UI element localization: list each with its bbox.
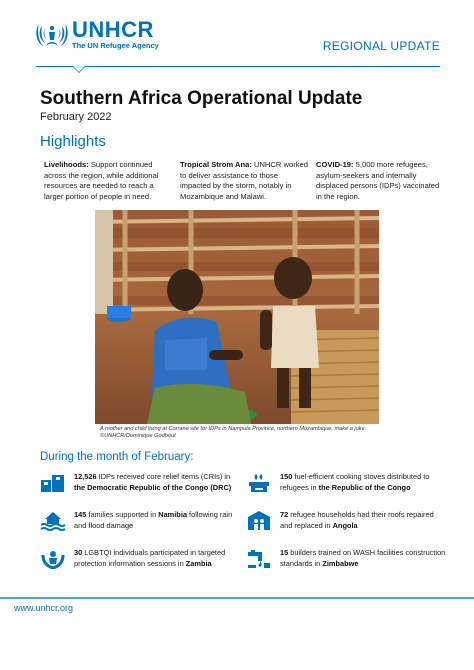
photo-caption: A mother and child living at Corrane site for IDPs in Nampula Province, northern Mozambique, make a joke. ©UNHCR/Dominique Godbout	[100, 426, 367, 439]
photo-illustration	[95, 210, 379, 424]
header-divider	[36, 66, 440, 67]
logo-tagline: The UN Refugee Agency	[72, 41, 159, 50]
facts-row	[40, 510, 444, 548]
fact-location: Namibia	[158, 510, 187, 519]
fact-location: Angola	[332, 520, 358, 530]
highlights-columns	[44, 160, 444, 202]
wash-icon	[246, 549, 272, 569]
fact-text: LGBTQI individuals participated in targeted protection information sessions in	[74, 548, 226, 568]
highlight-lead: Tropical Strom Ana:	[180, 160, 252, 169]
february-facts	[40, 472, 444, 586]
shelter-icon	[246, 511, 272, 531]
report-date: February 2022	[40, 111, 112, 123]
facts-row	[40, 548, 444, 586]
facts-row	[40, 472, 444, 510]
highlight-text: Support continued across the region, while additional resources are needed to reach a larger portion of people in need.	[44, 160, 159, 201]
fact-location: the Republic of the Congo	[318, 482, 411, 492]
highlight-livelihoods	[44, 160, 172, 202]
highlight-text: UNHCR worked to deliver assistance to those impacted by the storm, notably in Mozambique and Malawi.	[180, 160, 308, 201]
highlight-storm	[180, 160, 308, 202]
fact-figure: 15	[280, 548, 289, 557]
fact-item	[40, 510, 240, 531]
fact-figure: 145	[74, 510, 87, 519]
fact-text: refugee households had their roofs repaired and replaced in	[280, 510, 434, 530]
fact-figure: 12,526	[74, 472, 97, 481]
fact-item	[246, 472, 446, 493]
highlight-lead: COVID-19:	[316, 160, 354, 169]
flood-icon	[40, 511, 66, 531]
fact-text: fuel-efficient cooking stoves distributed to refugees in	[280, 472, 430, 492]
unhcr-emblem-icon	[36, 20, 68, 50]
highlight-covid	[316, 160, 444, 202]
fact-location: Zimbabwe	[322, 558, 359, 568]
fact-item	[40, 472, 240, 493]
page-title: Southern Africa Operational Update	[40, 88, 363, 109]
cookstove-icon	[246, 473, 272, 493]
logo-name: UNHCR	[72, 17, 154, 42]
fact-text: IDPs received core relief items (CRIs) in	[96, 472, 231, 481]
fact-tail: following rain and flood damage	[74, 510, 233, 530]
cover-photo	[95, 210, 379, 424]
fact-figure: 150	[280, 472, 293, 481]
unhcr-logo[interactable]	[36, 17, 159, 50]
fact-item	[246, 548, 446, 569]
fact-text: families supported in	[86, 510, 159, 519]
fact-location: Zambia	[185, 558, 212, 568]
fact-item	[40, 548, 240, 569]
page-header	[0, 0, 474, 70]
footer-website-link[interactable]: www.unhcr.org	[14, 603, 74, 613]
fact-item	[246, 510, 446, 531]
fact-location: the Democratic Republic of the Congo (DRC)	[74, 482, 232, 492]
protection-icon	[40, 549, 66, 569]
highlight-text: 5,000 more refugees, asylum-seekers and internally displaced persons (IDPs) vaccinated in the region.	[316, 160, 440, 201]
fact-figure: 30	[74, 548, 83, 557]
month-heading: During the month of February:	[40, 451, 194, 463]
fact-text: builders trained on WASH facilities construction standards in	[280, 548, 446, 568]
highlights-heading: Highlights	[40, 133, 106, 150]
divider-notch-inner	[73, 66, 85, 72]
highlight-lead: Livelihoods:	[44, 160, 89, 169]
document-type-label: REGIONAL UPDATE	[322, 39, 440, 53]
footer-divider	[0, 597, 474, 599]
boxes-icon	[40, 473, 66, 493]
fact-figure: 72	[280, 510, 289, 519]
